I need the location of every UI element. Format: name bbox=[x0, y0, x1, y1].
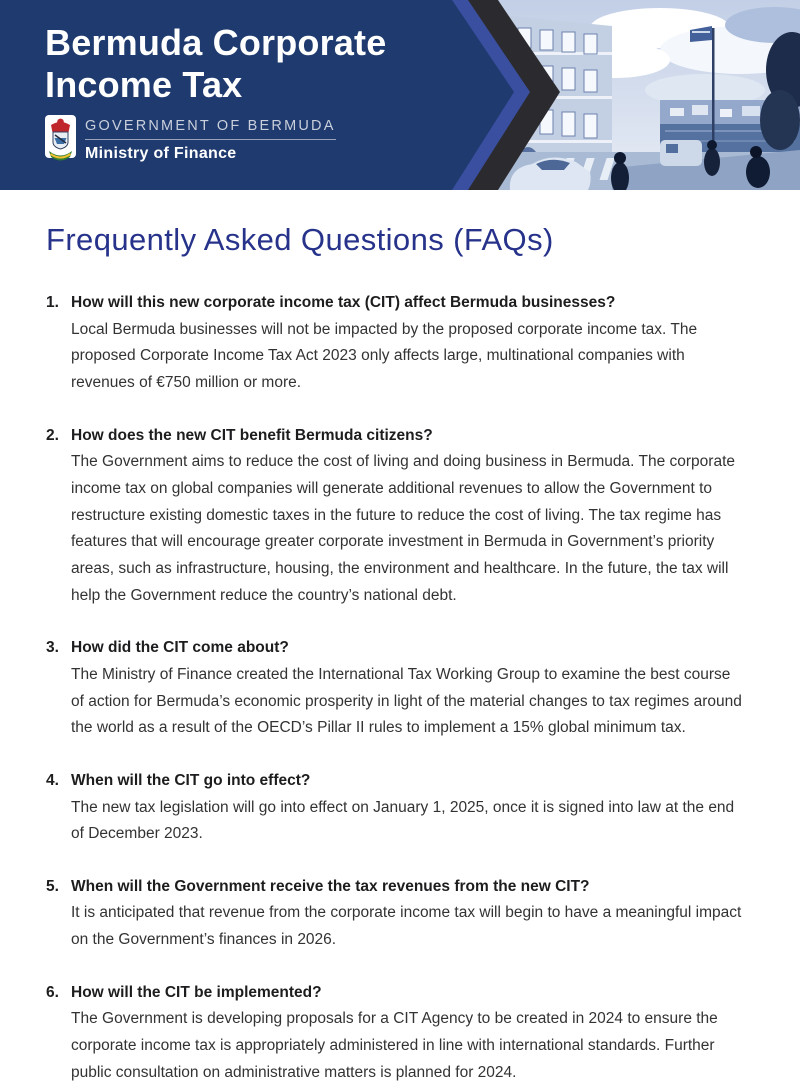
faq-number: 6. bbox=[46, 983, 59, 1001]
faq-answer: Local Bermuda businesses will not be impacted by the proposed corporate income tax. The proposed Corporate Income Tax Act 2023 only affects large, multinational companies with revenues of €750 million or more. bbox=[71, 320, 698, 391]
faq-number: 2. bbox=[46, 426, 59, 444]
faq-answer: The Government is developing proposals for a CIT Agency to be created in 2024 to ensure the corporate income tax is appropriately administered in line with international standards. Further public consultation on administrative matters is planned for 2024. bbox=[71, 1010, 718, 1081]
faq-item-5 bbox=[46, 874, 742, 954]
faq-item-1 bbox=[46, 290, 742, 397]
government-name: GOVERNMENT OF BERMUDA bbox=[85, 118, 336, 140]
header-banner bbox=[0, 0, 800, 190]
faq-number: 4. bbox=[46, 771, 59, 789]
banner-content bbox=[0, 0, 460, 190]
government-logo bbox=[45, 115, 336, 163]
ministry-name: Ministry of Finance bbox=[85, 145, 237, 162]
faq-question: When will the CIT go into effect? bbox=[71, 771, 311, 789]
document-title-line1: Bermuda Corporate bbox=[45, 22, 387, 63]
bermuda-coat-of-arms-icon bbox=[45, 115, 76, 162]
faq-question: How does the new CIT benefit Bermuda citizens? bbox=[71, 426, 433, 444]
faq-number: 1. bbox=[46, 294, 59, 311]
faq-list bbox=[46, 290, 742, 1086]
faq-answer: The Ministry of Finance created the International Tax Working Group to examine the best course of action for Bermuda’s economic prosperity in light of the material changes to tax regimes around the world as a result of the OECD’s Pillar II rules to implement a 15% global minimum tax. bbox=[71, 665, 742, 737]
faq-question: How did the CIT come about? bbox=[71, 639, 289, 657]
faq-answer: It is anticipated that revenue from the corporate income tax will begin to have a meaningful impact on the Government’s finances in 2026. bbox=[71, 904, 742, 949]
faq-item-3 bbox=[46, 635, 742, 742]
faq-heading: Frequently Asked Questions (FAQs) bbox=[46, 222, 554, 257]
faq-number: 5. bbox=[46, 877, 59, 895]
faq-question: How will this new corporate income tax (CIT) affect Bermuda businesses? bbox=[71, 294, 616, 311]
faq-item-6 bbox=[46, 980, 742, 1086]
faq-item-2 bbox=[46, 423, 742, 610]
faq-item-4 bbox=[46, 768, 742, 848]
faq-question: How will the CIT be implemented? bbox=[71, 983, 322, 1001]
faq-section bbox=[0, 190, 800, 1086]
faq-answer: The new tax legislation will go into effect on January 1, 2025, once it is signed into law at the end of December 2023. bbox=[71, 798, 735, 843]
government-logo-text bbox=[85, 115, 336, 163]
faq-number: 3. bbox=[46, 639, 59, 657]
document-title-line2: Income Tax bbox=[45, 64, 243, 106]
document-title bbox=[45, 22, 386, 106]
faq-answer: The Government aims to reduce the cost of living and doing business in Bermuda. The corporate income tax on global companies will generate additional revenues to allow the Government to restructure existing domestic taxes in the future to reduce the cost of living. The tax regime has features that will encourage greater corporate investment in Bermuda in Government’s priority areas, such as infrastructure, housing, the environment and healthcare. In the future, the tax will help the Government reduce the country’s national debt. bbox=[71, 453, 735, 604]
faq-question: When will the Government receive the tax revenues from the new CIT? bbox=[71, 877, 590, 895]
